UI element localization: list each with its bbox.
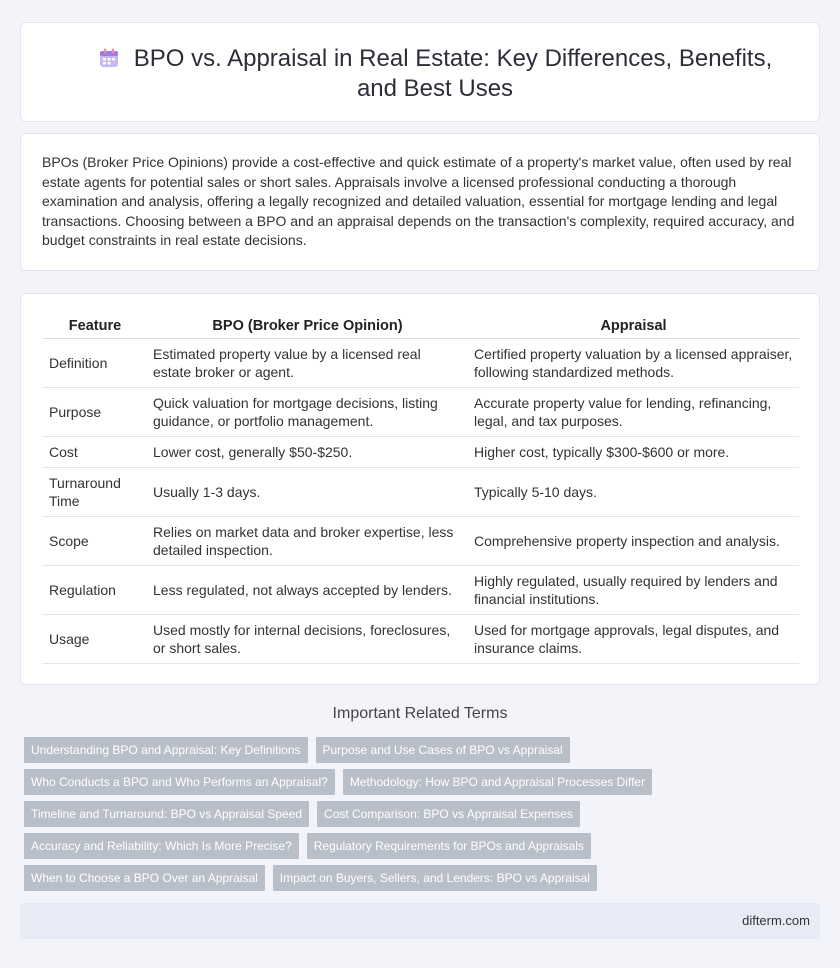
appraisal-cell: Higher cost, typically $300-$600 or more. [468, 436, 799, 467]
feature-cell: Scope [43, 516, 147, 565]
header-feature: Feature [43, 314, 147, 338]
table-row [43, 436, 799, 467]
related-terms-heading: Important Related Terms [332, 705, 508, 722]
table-row [43, 614, 799, 663]
related-term-tag[interactable]: Impact on Buyers, Sellers, and Lenders: BPO vs Appraisal [273, 865, 597, 891]
related-term-tag[interactable]: When to Choose a BPO Over an Appraisal [24, 865, 265, 891]
appraisal-cell: Typically 5-10 days. [468, 467, 799, 516]
header-appraisal: Appraisal [468, 314, 799, 338]
related-term-tag[interactable]: Purpose and Use Cases of BPO vs Appraisal [316, 737, 570, 763]
feature-cell: Regulation [43, 565, 147, 614]
feature-cell: Usage [43, 614, 147, 663]
footer-bar [20, 903, 820, 939]
comparison-card [20, 293, 820, 685]
bpo-cell: Usually 1-3 days. [147, 467, 468, 516]
related-term-tag[interactable]: Cost Comparison: BPO vs Appraisal Expenses [317, 801, 580, 827]
intro-card [20, 133, 820, 271]
feature-cell: Cost [43, 436, 147, 467]
calendar-icon [98, 47, 120, 69]
related-term-tag[interactable]: Timeline and Turnaround: BPO vs Appraisal Speed [24, 801, 309, 827]
header-bpo: BPO (Broker Price Opinion) [147, 314, 468, 338]
related-term-tag[interactable]: Regulatory Requirements for BPOs and Appraisals [307, 833, 591, 859]
appraisal-cell: Comprehensive property inspection and analysis. [468, 516, 799, 565]
appraisal-cell: Accurate property value for lending, refinancing, legal, and tax purposes. [468, 387, 799, 436]
page-title-wrap [81, 44, 789, 104]
appraisal-cell: Used for mortgage approvals, legal disputes, and insurance claims. [468, 614, 799, 663]
related-term-tag[interactable]: Methodology: How BPO and Appraisal Processes Differ [343, 769, 652, 795]
bpo-cell: Used mostly for internal decisions, foreclosures, or short sales. [147, 614, 468, 663]
related-terms-list [24, 737, 824, 897]
title-card [20, 22, 820, 122]
table-row [43, 338, 799, 387]
related-term-tag[interactable]: Accuracy and Reliability: Which Is More Precise? [24, 833, 299, 859]
appraisal-cell: Certified property valuation by a licensed appraiser, following standardized methods. [468, 338, 799, 387]
feature-cell: Turnaround Time [43, 467, 147, 516]
bpo-cell: Estimated property value by a licensed real estate broker or agent. [147, 338, 468, 387]
bpo-cell: Lower cost, generally $50-$250. [147, 436, 468, 467]
table-row [43, 565, 799, 614]
bpo-cell: Less regulated, not always accepted by lenders. [147, 565, 468, 614]
feature-cell: Definition [43, 338, 147, 387]
related-term-tag[interactable]: Who Conducts a BPO and Who Performs an Appraisal? [24, 769, 335, 795]
bpo-cell: Relies on market data and broker expertise, less detailed inspection. [147, 516, 468, 565]
intro-text: BPOs (Broker Price Opinions) provide a cost-effective and quick estimate of a property's market value, often used by real estate agents for potential sales or short sales. Appraisals involve a licensed professional conducting a thorough examination and analysis, offering a legally recognized and detailed valuation, essential for mortgage lending and legal transactions. Choosing between a BPO and an appraisal depends on the transaction's complexity, required accuracy, and budget constraints in real estate decisions. [42, 154, 795, 248]
table-row [43, 387, 799, 436]
feature-cell: Purpose [43, 387, 147, 436]
related-term-tag[interactable]: Understanding BPO and Appraisal: Key Definitions [24, 737, 308, 763]
table-row [43, 467, 799, 516]
table-header-row [43, 314, 799, 338]
footer-site-link[interactable]: difterm.com [742, 913, 810, 928]
appraisal-cell: Highly regulated, usually required by lenders and financial institutions. [468, 565, 799, 614]
comparison-table [43, 314, 799, 664]
page-title: BPO vs. Appraisal in Real Estate: Key Differences, Benefits, and Best Uses [133, 45, 773, 102]
table-row [43, 516, 799, 565]
bpo-cell: Quick valuation for mortgage decisions, listing guidance, or portfolio management. [147, 387, 468, 436]
